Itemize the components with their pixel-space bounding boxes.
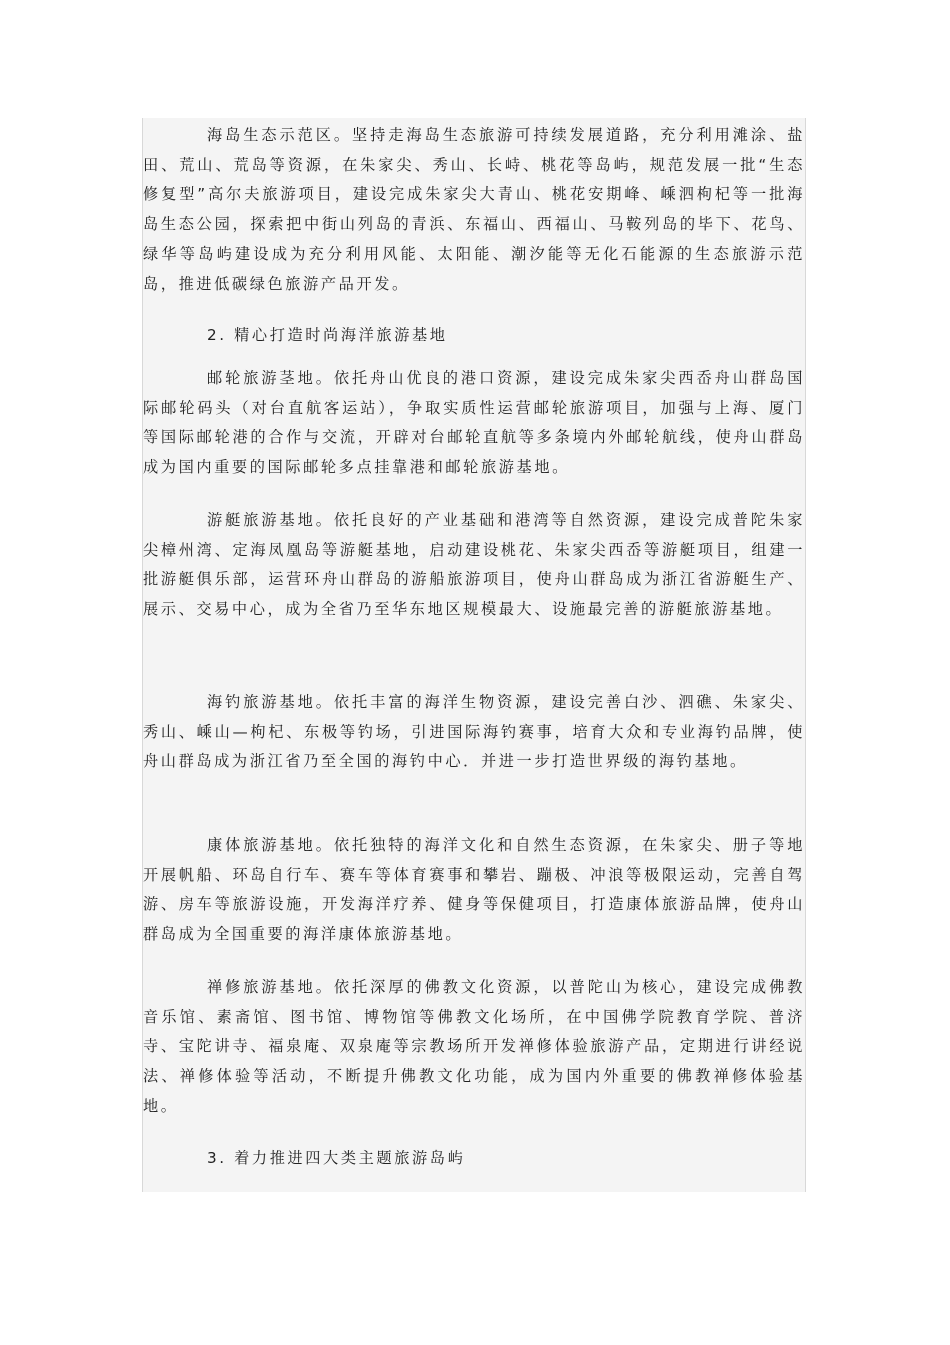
section-heading-fashion-marine-tourism: 2. 精心打造时尚海洋旅游基地 (207, 326, 448, 344)
document-content-panel (142, 118, 806, 1192)
paragraph-health-sports-tourism: 康体旅游基地。依托独特的海洋文化和自然生态资源，在朱家尖、册子等地开展帆船、环岛自行车、赛车等体育赛事和攀岩、蹦极、冲浪等极限运动，完善自驾游、房车等旅游设施，开发海洋疗养、健身等保健项目，打造康体旅游品牌，使舟山群岛成为全国重要的海洋康体旅游基地。 (143, 836, 805, 944)
paragraph-yacht-tourism: 游艇旅游基地。依托良好的产业基础和港湾等自然资源，建设完成普陀朱家尖樟州湾、定海凤凰岛等游艇基地，启动建设桃花、朱家尖西岙等游艇项目，组建一批游艇俱乐部，运营环舟山群岛的游船旅游项目，使舟山群岛成为浙江省游艇生产、展示、交易中心，成为全省乃至华东地区规模最大、设施最完善的游艇旅游基地。 (143, 511, 805, 619)
paragraph-zen-meditation-tourism: 禅修旅游基地。依托深厚的佛教文化资源，以普陀山为核心，建设完成佛教音乐馆、素斋馆、图书馆、博物馆等佛教文化场所，在中国佛学院教育学院、普济寺、宝陀讲寺、福泉庵、双泉庵等宗教场所开发禅修体验旅游产品，定期进行讲经说法、禅修体验等活动，不断提升佛教文化功能，成为国内外重要的佛教禅修体验基地。 (143, 978, 805, 1115)
paragraph-eco-island-demo-zone: 海岛生态示范区。坚持走海岛生态旅游可持续发展道路，充分利用滩涂、盐田、荒山、荒岛等资源，在朱家尖、秀山、长峙、桃花等岛屿，规范发展一批“生态修复型”高尔夫旅游项目，建设完成朱家尖大青山、桃花安期峰、嵊泗枸杞等一批海岛生态公园，探索把中街山列岛的青浜、东福山、西福山、马鞍列岛的毕下、花鸟、绿华等岛屿建设成为充分利用风能、太阳能、潮汐能等无化石能源的生态旅游示范岛，推进低碳绿色旅游产品开发。 (143, 126, 805, 293)
paragraph-cruise-tourism: 邮轮旅游茎地。依托舟山优良的港口资源，建设完成朱家尖西岙舟山群岛国际邮轮码头（对台直航客运站），争取实质性运营邮轮旅游项目，加强与上海、厦门等国际邮轮港的合作与交流，开辟对台邮轮直航等多条境内外邮轮航线，使舟山群岛成为国内重要的国际邮轮多点挂靠港和邮轮旅游基地。 (143, 369, 805, 477)
paragraph-sea-fishing-tourism: 海钓旅游基地。依托丰富的海洋生物资源，建设完善白沙、泗礁、朱家尖、秀山、嵊山—枸杞、东极等钓场，引进国际海钓赛事，培育大众和专业海钓品牌，使舟山群岛成为浙江省乃至全国的海钓中心．并进一步打造世界级的海钓基地。 (143, 693, 805, 771)
section-heading-theme-tourism-islands: 3. 着力推进四大类主题旅游岛屿 (207, 1149, 466, 1167)
